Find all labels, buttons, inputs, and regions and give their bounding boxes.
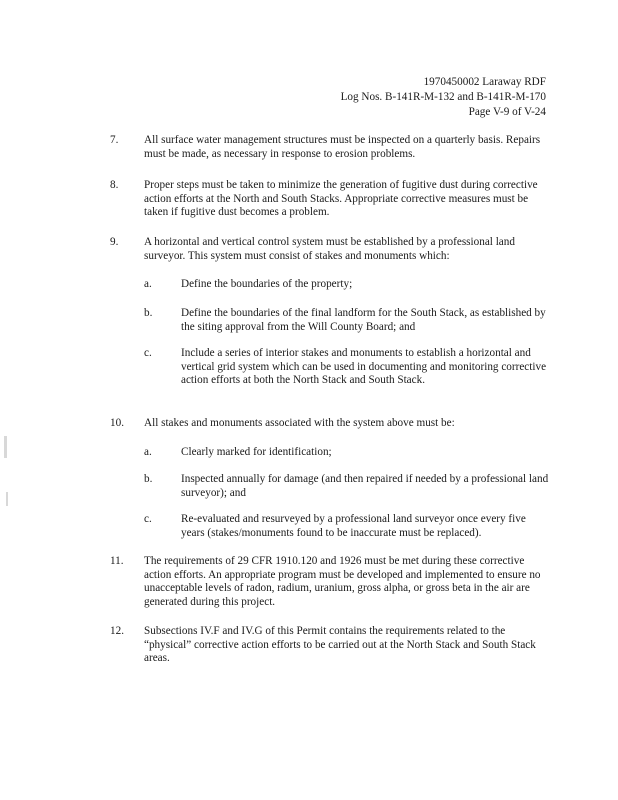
item-text: All stakes and monuments associated with the system above must be: (144, 417, 455, 429)
subitem-letter: a. (144, 446, 152, 458)
item-number: 12. (110, 625, 124, 637)
item-text: Proper steps must be taken to minimize the generation of fugitive dust during corrective action efforts at the North and South Stacks. Appropriate corrective measures must be taken if fugitive dust becomes a problem. (144, 179, 538, 218)
item-text: A horizontal and vertical control system must be established by a professional land surveyor. This system must consist of stakes and monuments which: (144, 236, 515, 262)
scan-artifact (4, 436, 7, 458)
subitem-letter: b. (144, 307, 153, 319)
subitem-text: Include a series of interior stakes and monuments to establish a horizontal and vertical grid system which can be used in documenting and monitoring corrective action efforts at both the North Stack and South Stack. (181, 347, 547, 386)
document-header (341, 75, 546, 120)
item-number: 11. (110, 555, 124, 567)
item-text: All surface water management structures must be inspected on a quarterly basis. Repairs must be made, as necessary in response to erosion problems. (144, 134, 541, 160)
subitem-text: Define the boundaries of the property; (181, 278, 353, 290)
subitem-letter: b. (144, 473, 153, 485)
item-text: Subsections IV.F and IV.G of this Permit contains the requirements related to the “physical” corrective action efforts to be carried out at the North Stack and South Stack areas. (144, 625, 536, 664)
page-number: Page V-9 of V-24 (468, 106, 546, 118)
item-number: 7. (110, 134, 119, 146)
subitem-letter: a. (144, 278, 152, 290)
item-number: 9. (110, 236, 119, 248)
log-numbers: Log Nos. B-141R-M-132 and B-141R-M-170 (340, 91, 546, 103)
subitem-text: Clearly marked for identification; (181, 446, 332, 458)
subitem-text: Inspected annually for damage (and then repaired if needed by a professional land surveyor); and (181, 473, 549, 499)
subitem-text: Re-evaluated and resurveyed by a professional land surveyor once every five years (stakes/monuments found to be inaccurate must be replaced). (181, 513, 526, 539)
item-number: 8. (110, 179, 119, 191)
subitem-letter: c. (144, 513, 152, 525)
subitem-letter: c. (144, 347, 152, 359)
item-text: The requirements of 29 CFR 1910.120 and 1926 must be met during these corrective action efforts. An appropriate program must be developed and implemented to ensure no unacceptable levels of radon, radium, uranium, gross alpha, or gross beta in the air are generated during this project. (144, 555, 541, 608)
subitem-text: Define the boundaries of the final landform for the South Stack, as established by the siting approval from the Will County Board; and (181, 307, 546, 333)
item-number: 10. (110, 417, 124, 429)
scan-artifact (6, 492, 8, 506)
permit-id: 1970450002 Laraway RDF (423, 76, 546, 88)
